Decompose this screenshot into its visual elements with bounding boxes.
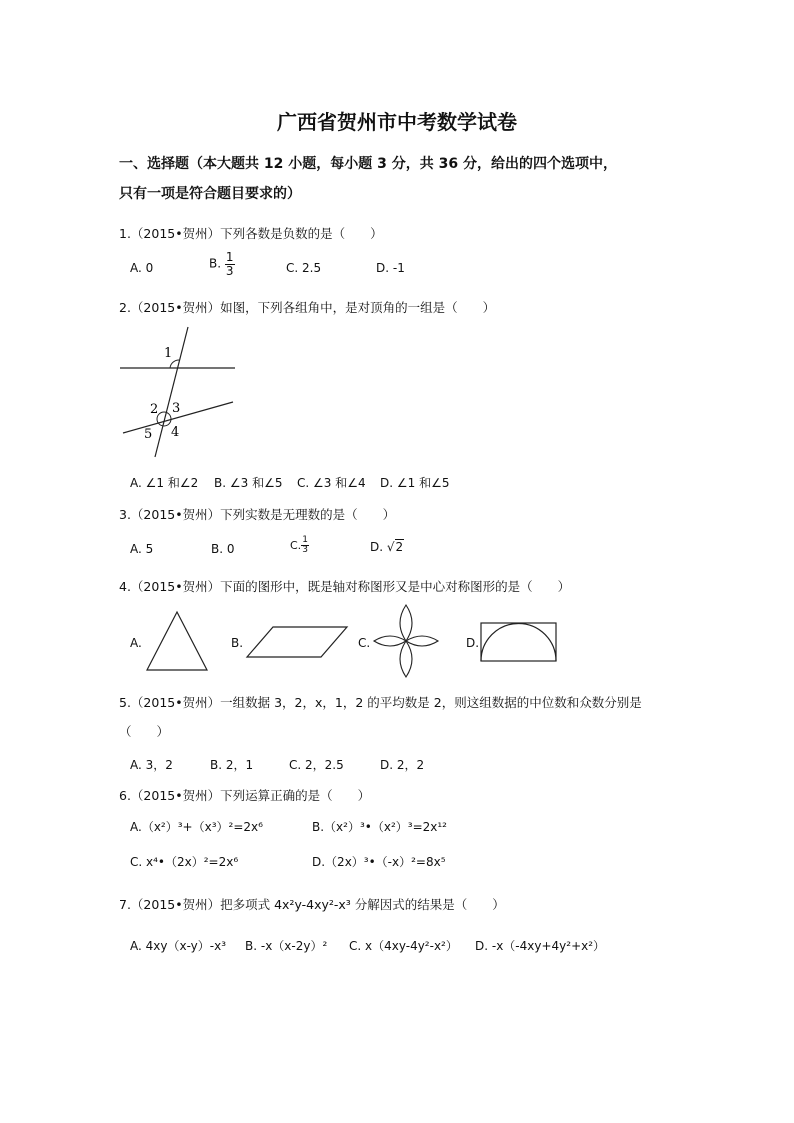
fraction-denominator: 3: [225, 263, 234, 278]
four-petal-flower-shape: [372, 603, 440, 679]
question-5-stem: 5.（2015•贺州）一组数据 3，2，x，1，2 的平均数是 2，则这组数据的中位数和众数分别是: [119, 695, 642, 710]
q5-option-b: B. 2，1: [210, 758, 254, 772]
q5-option-d: D. 2，2: [380, 758, 425, 772]
angle-label-5: 5: [144, 427, 153, 442]
question-6-stem: 6.（2015•贺州）下列运算正确的是（ ）: [119, 788, 371, 803]
q1-option-b: [209, 251, 235, 277]
q3-option-d-prefix: D.: [370, 540, 384, 554]
angle-label-3: 3: [172, 401, 181, 416]
q1-option-d: D. -1: [376, 261, 405, 275]
q1-option-b-prefix: B.: [209, 256, 222, 271]
fraction-denominator: 3: [302, 545, 308, 556]
question-3-stem: 3.（2015•贺州）下列实数是无理数的是（ ）: [119, 507, 396, 522]
section-heading-line1: 一、选择题（本大题共 12 小题，每小题 3 分，共 36 分，给出的四个选项中，: [119, 156, 617, 172]
parallelogram-shape: [245, 625, 349, 659]
q3-option-c-prefix: C.: [290, 538, 302, 552]
q6-option-a: A.（x²）³+（x³）²=2x⁶: [130, 820, 263, 834]
q2-option-a: A. ∠1 和∠2: [130, 476, 199, 490]
q4-option-c-label: C.: [358, 636, 371, 650]
section-heading-line2: 只有一项是符合题目要求的）: [119, 186, 301, 202]
page-title: 广西省贺州市中考数学试卷: [277, 110, 517, 134]
question-1-stem: 1.（2015•贺州）下列各数是负数的是（ ）: [119, 226, 383, 241]
question-2-stem: 2.（2015•贺州）如图，下列各组角中，是对顶角的一组是（ ）: [119, 300, 496, 315]
angle-label-4: 4: [171, 425, 180, 440]
q4-option-b-label: B.: [231, 636, 244, 650]
q7-option-a: A. 4xy（x-y）-x³: [130, 939, 227, 953]
radicand: 2: [395, 540, 404, 554]
q6-option-c: C. x⁴•（2x）²=2x⁶: [130, 855, 239, 869]
square-root-symbol: √2: [386, 540, 404, 554]
q3-option-c-fraction: [301, 536, 309, 556]
q1-option-c: C. 2.5: [286, 261, 322, 275]
fraction-numerator: 1: [225, 250, 234, 264]
triangle-shape: [144, 610, 210, 672]
q3-option-d: [370, 540, 404, 554]
q6-option-b: B.（x²）³•（x²）³=2x¹²: [312, 820, 447, 834]
q2-option-d: D. ∠1 和∠5: [380, 476, 450, 490]
question-4-stem: 4.（2015•贺州）下面的图形中，既是轴对称图形又是中心对称图形的是（ ）: [119, 579, 571, 594]
q1-option-b-fraction: [225, 251, 235, 277]
angle-label-2: 2: [150, 402, 159, 417]
q3-option-b: B. 0: [211, 542, 235, 556]
q1-option-a: A. 0: [130, 261, 154, 275]
q7-option-d: D. -x（-4xy+4y²+x²）: [475, 939, 606, 953]
angle-label-1: 1: [164, 346, 173, 361]
q2-angle-figure: [115, 322, 240, 460]
q6-option-d: D.（2x）³•（-x）²=8x⁵: [312, 855, 446, 869]
q7-option-c: C. x（4xy-4y²-x²）: [349, 939, 458, 953]
q4-option-a-label: A.: [130, 636, 142, 650]
q2-option-c: C. ∠3 和∠4: [297, 476, 366, 490]
fraction-numerator: 1: [302, 535, 308, 545]
q2-option-b: B. ∠3 和∠5: [214, 476, 283, 490]
semicircle-in-rectangle-shape: [479, 621, 558, 663]
question-7-stem: 7.（2015•贺州）把多项式 4x²y-4xy²-x³ 分解因式的结果是（ ）: [119, 897, 505, 912]
q3-option-c: [290, 536, 309, 556]
q7-option-b: B. -x（x-2y）²: [245, 939, 328, 953]
question-5-stem-continued: （ ）: [119, 724, 170, 739]
q5-option-c: C. 2，2.5: [289, 758, 344, 772]
q3-option-a: A. 5: [130, 542, 154, 556]
q4-option-d-label: D.: [466, 636, 480, 650]
q5-option-a: A. 3，2: [130, 758, 173, 772]
